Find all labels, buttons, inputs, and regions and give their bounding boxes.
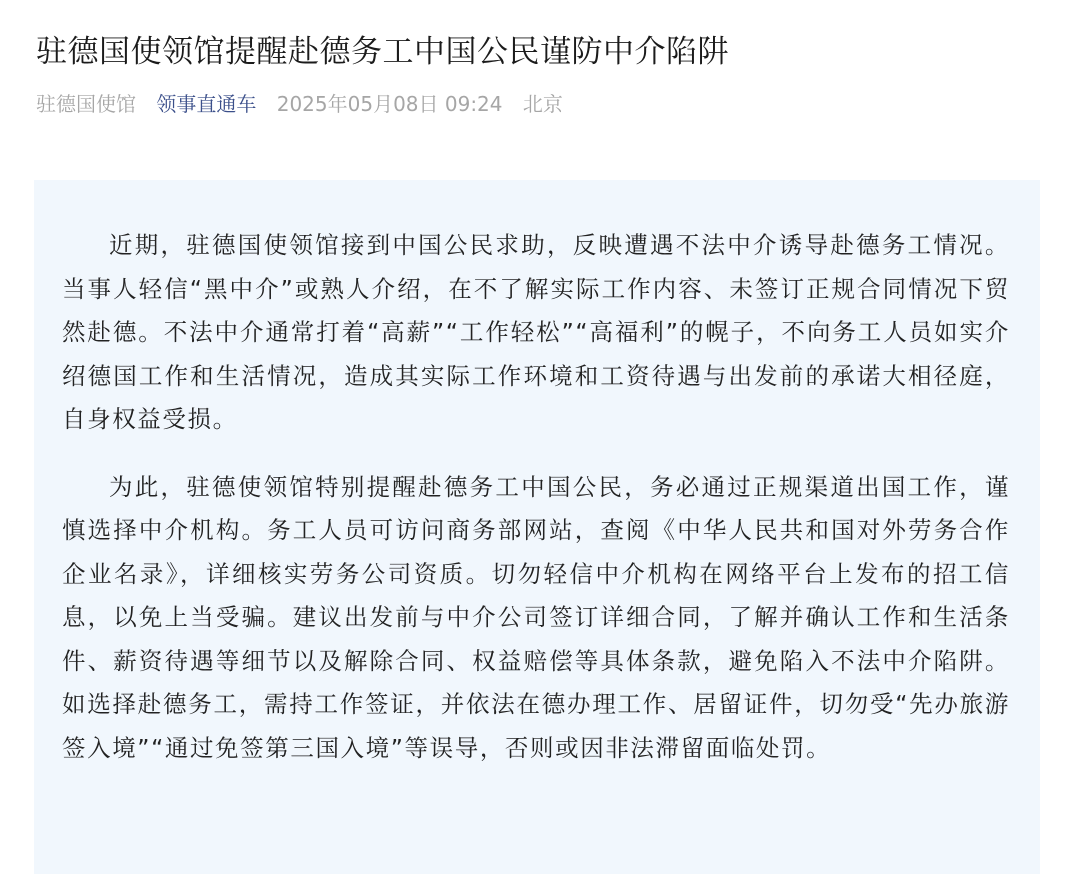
article-title: 驻德国使领馆提醒赴德务工中国公民谨防中介陷阱 bbox=[36, 34, 729, 70]
article-channel-link[interactable]: 领事直通车 bbox=[156, 92, 257, 116]
article-body bbox=[34, 180, 1040, 874]
article-source: 驻德国使馆 bbox=[36, 92, 136, 116]
article-paragraph-2: 为此，驻德使领馆特别提醒赴德务工中国公民，务必通过正规渠道出国工作，谨慎选择中介机构。务工人员可访问商务部网站，查阅《中华人民共和国对外劳务合作企业名录》，详细核实劳务公司资质。切勿轻信中介机构在网络平台上发布的招工信息，以免上当受骗。建议出发前与中介公司签订详细合同，了解并确认工作和生活条件、薪资待遇等细节以及解除合同、权益赔偿等具体条款，避免陷入不法中介陷阱。如选择赴德务工，需持工作签证，并依法在德办理工作、居留证件，切勿受“先办旅游签入境”“通过免签第三国入境”等误导，否则或因非法滞留面临处罚。 bbox=[62, 472, 1010, 762]
article-location: 北京 bbox=[522, 92, 563, 116]
article-paragraph-1: 近期，驻德国使领馆接到中国公民求助，反映遭遇不法中介诱导赴德务工情况。当事人轻信“黑中介”或熟人介绍，在不了解实际工作内容、未签订正规合同情况下贸然赴德。不法中介通常打着“高薪”“工作轻松”“高福利”的幌子，不向务工人员如实介绍德国工作和生活情况，造成其实际工作环境和工资待遇与出发前的承诺大相径庭，自身权益受损。 bbox=[62, 231, 1010, 433]
article-meta bbox=[36, 88, 577, 117]
article-datetime: 2025年05月08日 09:24 bbox=[276, 92, 503, 116]
